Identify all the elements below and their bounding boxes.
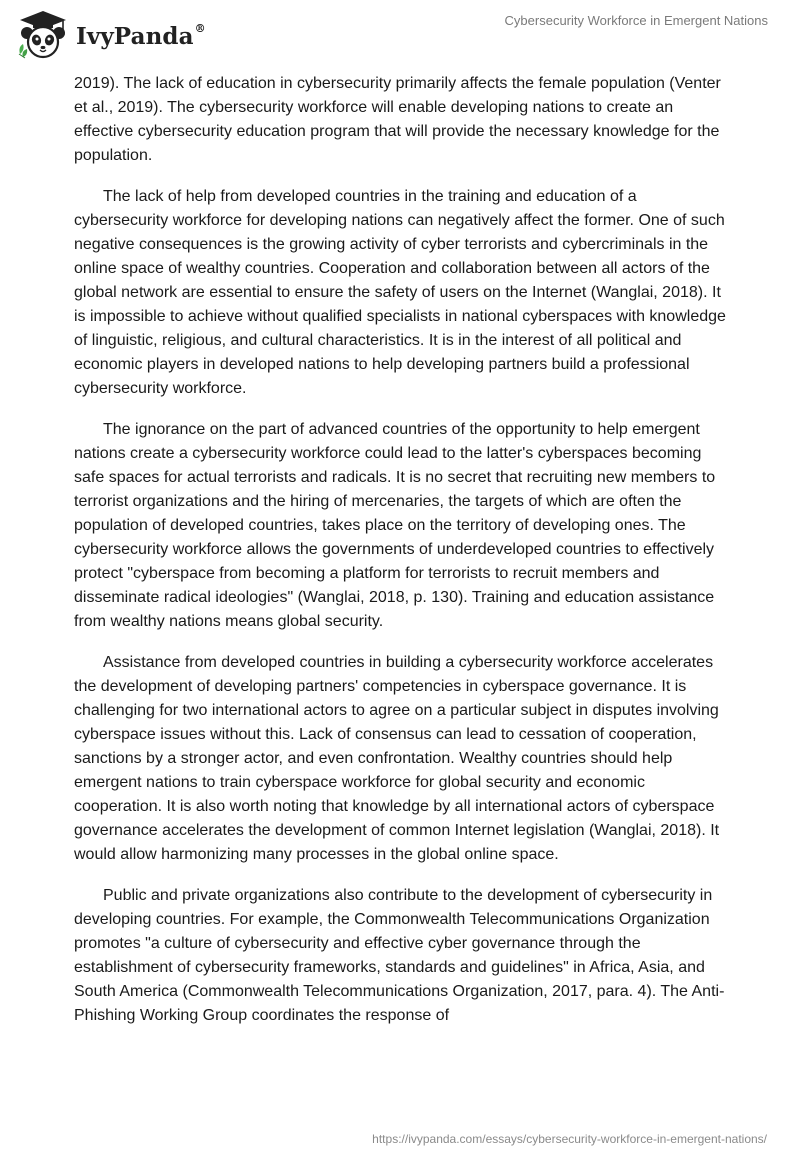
essay-body [74, 72, 734, 1045]
source-url[interactable]: https://ivypanda.com/essays/cybersecurity-workforce-in-emergent-nations/ [372, 1132, 767, 1146]
panda-graduate-logo-icon [14, 8, 72, 60]
brand-name-text: IvyPanda [76, 22, 194, 50]
registered-mark: ® [194, 21, 206, 35]
paragraph-continuation: 2019). The lack of education in cybersecurity primarily affects the female population (Venter et al., 2019). The cybersecurity workforce will enable developing nations to create an effective cybersecurity education program that will provide the necessary knowledge for the population. [74, 75, 721, 164]
page-header [0, 0, 800, 66]
paragraph: The lack of help from developed countries in the training and education of a cybersecurity workforce for developing nations can negatively affect the former. One of such negative consequences is the growing activity of cyber terrorists and cybercriminals in the online space of wealthy countries. Cooperation and collaboration between all actors of the global network are essential to ensure the safety of users on the Internet (Wanglai, 2018). It is impossible to achieve without qualified specialists in national cyberspaces with knowledge of linguistic, religious, and cultural characteristics. It is in the interest of all political and economic players in developed nations to help developing partners build a professional cybersecurity workforce. [74, 188, 726, 397]
brand-logo[interactable] [14, 8, 206, 60]
paragraph: Public and private organizations also contribute to the development of cybersecurity in developing countries. For example, the Commonwealth Telecommunications Organization promotes "a culture of cybersecurity and effective cyber governance through the establishment of cybersecurity frameworks, standards and guidelines" in Africa, Asia, and South America (Commonwealth Telecommunications Organization, 2017, para. 4). The Anti-Phishing Working Group coordinates the response of [74, 887, 725, 1024]
paragraph: Assistance from developed countries in building a cybersecurity workforce accelerates the development of developing partners' competencies in cyberspace governance. It is challenging for two international actors to agree on a particular subject in disputes involving cyberspace issues without this. Lack of consensus can lead to cessation of cooperation, sanctions by a stronger actor, and even confrontation. Wealthy countries should help emergent nations to train cyberspace workforce for global security and economic cooperation. It is also worth noting that knowledge by all international actors of cyberspace governance accelerates the development of common Internet legislation (Wanglai, 2018). It would allow harmonizing many processes in the global online space. [74, 654, 720, 863]
brand-name [76, 23, 206, 50]
document-title: Cybersecurity Workforce in Emergent Nations [504, 13, 768, 28]
paragraph: The ignorance on the part of advanced countries of the opportunity to help emergent nations create a cybersecurity workforce could lead to the latter's cyberspaces becoming safe spaces for actual terrorists and radicals. It is no secret that recruiting new members to terrorist organizations and the hiring of mercenaries, the targets of which are often the population of developed countries, takes place on the territory of developing ones. The cybersecurity workforce allows the governments of underdeveloped countries to effectively protect "cyberspace from becoming a platform for terrorists to recruit members and disseminate radical ideologies" (Wanglai, 2018, p. 130). Training and education assistance from wealthy nations means global security. [74, 421, 716, 630]
